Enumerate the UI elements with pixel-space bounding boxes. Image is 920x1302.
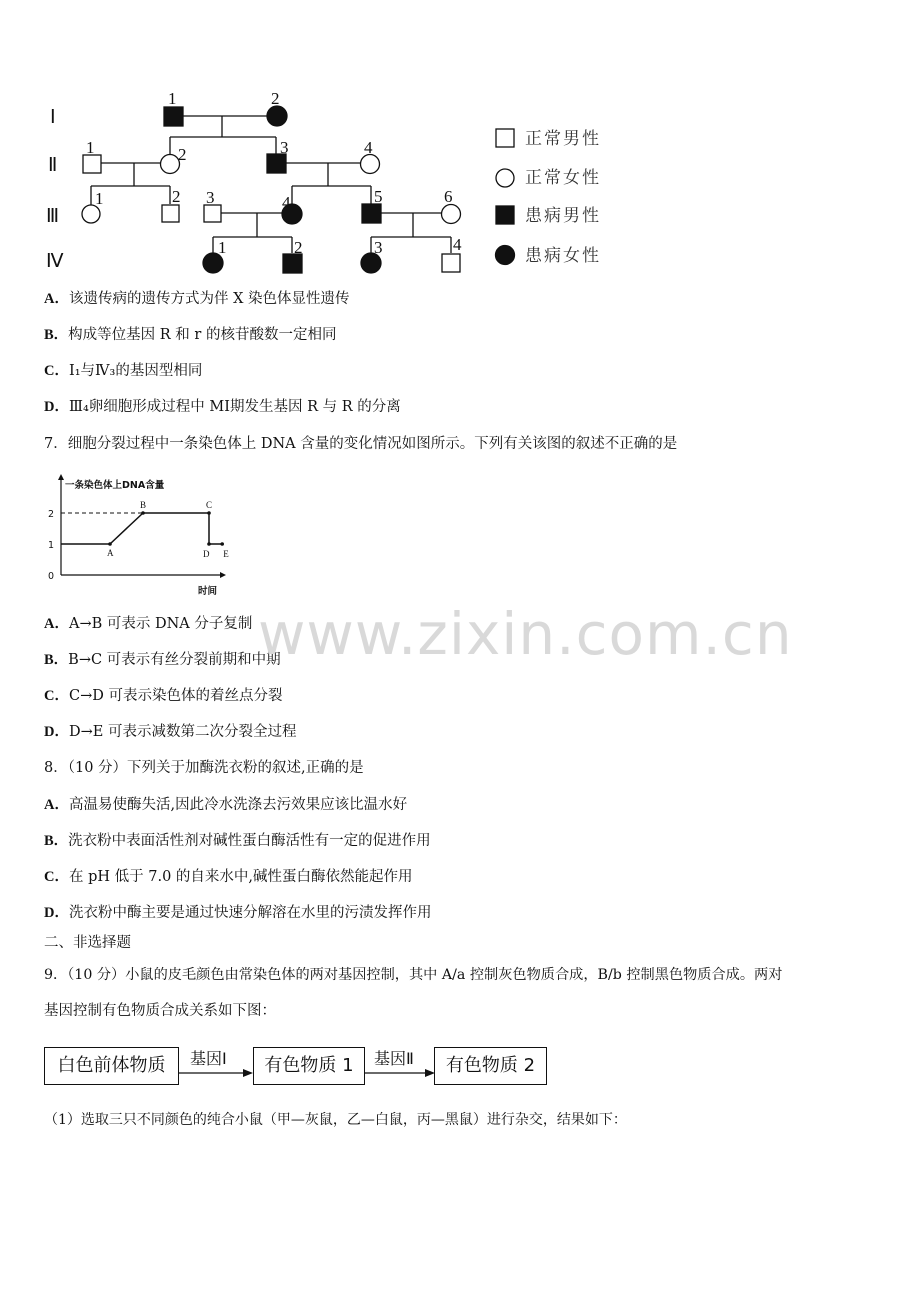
option-text: 在 pH 低于 7.0 的自来水中,碱性蛋白酶依然能起作用 <box>68 869 413 885</box>
legend-affected-male-symbol <box>496 206 514 224</box>
q8-option-c <box>44 867 413 887</box>
flow-arrow-icon <box>365 1066 437 1080</box>
individual-number: 6 <box>444 187 453 206</box>
legend-label: 正常女性 <box>525 168 601 188</box>
flow-arrow-icon <box>179 1066 255 1080</box>
q6-option-c <box>44 361 202 381</box>
individual-number: 2 <box>271 89 280 108</box>
option-text: B→C 可表示有丝分裂前期和中期 <box>68 652 281 668</box>
y-axis-arrow-icon <box>58 474 64 480</box>
data-point <box>141 511 145 515</box>
option-letter: B． <box>44 327 69 343</box>
individual-number: 5 <box>374 187 383 206</box>
option-text: 构成等位基因 R 和 r 的核苷酸数一定相同 <box>68 327 337 343</box>
q7-option-a <box>44 614 252 634</box>
individual-normal-male <box>204 205 221 222</box>
option-text: Ⅲ₄卵细胞形成过程中 MⅠ期发生基因 R 与 R 的分离 <box>68 399 401 415</box>
option-letter: C． <box>44 363 69 379</box>
individual-number: 2 <box>172 187 181 206</box>
q8-option-a <box>44 795 407 815</box>
option-text: 高温易使酶失活,因此冷水洗涤去污效果应该比温水好 <box>68 797 408 813</box>
data-point-label: E <box>223 549 229 559</box>
individual-affected-male <box>362 204 381 223</box>
individual-number: 4 <box>282 193 291 212</box>
y-tick-label: 0 <box>48 571 55 582</box>
q8-option-d <box>44 903 431 923</box>
q6-option-d <box>44 397 401 417</box>
data-point-label: B <box>140 500 147 510</box>
flow-box-colored-1: 有色物质 1 <box>253 1047 365 1085</box>
individual-normal-female <box>442 205 461 224</box>
option-text: D→E 可表示减数第二次分裂全过程 <box>68 724 297 740</box>
legend-affected-female-symbol <box>496 246 515 265</box>
generation-label: Ⅳ <box>46 251 64 272</box>
section-heading: 二、非选择题 <box>44 935 131 951</box>
option-letter: C． <box>44 688 69 704</box>
data-point-label: A <box>107 548 114 558</box>
individual-number: 1 <box>86 138 95 157</box>
generation-label: Ⅰ <box>50 107 56 128</box>
data-point-label: C <box>206 500 213 510</box>
individual-number: 4 <box>364 138 373 157</box>
option-text: 该遗传病的遗传方式为伴 X 染色体显性遗传 <box>68 291 350 307</box>
option-text: A→B 可表示 DNA 分子复制 <box>68 616 253 632</box>
q9-stem-line2: 基因控制有色物质合成关系如下图： <box>44 1003 276 1019</box>
individual-normal-male <box>442 254 460 272</box>
individual-number: 2 <box>178 145 187 164</box>
dna-content-chart <box>40 470 240 602</box>
option-letter: D． <box>44 399 69 415</box>
data-line-segment <box>110 513 143 544</box>
generation-label: Ⅲ <box>46 206 60 227</box>
flow-label-gene1: 基因Ⅰ <box>190 1049 227 1068</box>
individual-number: 2 <box>294 238 303 257</box>
data-point <box>220 542 224 546</box>
option-letter: D． <box>44 905 69 921</box>
q8-stem: 8．（10 分）下列关于加酶洗衣粉的叙述,正确的是 <box>44 760 364 776</box>
individual-number: 3 <box>374 238 383 257</box>
option-text: 洗衣粉中酶主要是通过快速分解溶在水里的污渍发挥作用 <box>68 905 432 921</box>
data-point-label: D <box>203 549 210 559</box>
pedigree-chart <box>0 0 920 290</box>
individual-normal-male <box>162 205 179 222</box>
option-text: C→D 可表示染色体的着丝点分裂 <box>68 688 283 704</box>
option-letter: A． <box>44 616 69 632</box>
legend-normal-female-symbol <box>496 169 514 187</box>
data-point <box>108 542 112 546</box>
q7-option-d <box>44 722 296 742</box>
option-letter: A． <box>44 797 69 813</box>
q9-subquestion-1: （1）选取三只不同颜色的纯合小鼠（甲—灰鼠，乙—白鼠，丙—黑鼠）进行杂交，结果如下： <box>44 1112 627 1128</box>
x-axis-arrow-icon <box>220 572 226 578</box>
individual-normal-male <box>83 155 101 173</box>
legend-label: 患病女性 <box>525 246 601 266</box>
option-letter: A． <box>44 291 69 307</box>
q8-option-b <box>44 831 431 851</box>
generation-label: Ⅱ <box>48 155 58 176</box>
legend-label: 正常男性 <box>525 129 601 149</box>
legend-normal-male-symbol <box>496 129 514 147</box>
flow-box-colored-2: 有色物质 2 <box>434 1047 547 1085</box>
q7-stem: 7．细胞分裂过程中一条染色体上 DNA 含量的变化情况如图所示。下列有关该图的叙述不正确的是 <box>44 436 678 452</box>
individual-normal-female <box>161 155 180 174</box>
flow-box-precursor: 白色前体物质 <box>44 1047 179 1085</box>
q6-option-a <box>44 289 350 309</box>
q6-option-b <box>44 325 336 345</box>
individual-number: 3 <box>280 138 289 157</box>
y-tick-label: 1 <box>48 540 55 551</box>
option-letter: B． <box>44 833 69 849</box>
individual-affected-male <box>164 107 183 126</box>
flow-label-gene2: 基因Ⅱ <box>374 1049 414 1068</box>
individual-number: 4 <box>453 235 462 254</box>
y-axis-title: 一条染色体上DNA含量 <box>65 480 165 491</box>
option-letter: C． <box>44 869 69 885</box>
x-axis-title: 时间 <box>198 586 218 597</box>
data-point <box>207 542 211 546</box>
individual-number: 1 <box>95 189 104 208</box>
individual-affected-female <box>267 106 287 126</box>
individual-normal-female <box>361 155 380 174</box>
watermark: www.zixin.com.cn <box>258 600 793 668</box>
option-text: 洗衣粉中表面活性剂对碱性蛋白酶活性有一定的促进作用 <box>68 833 431 849</box>
individual-number: 1 <box>218 238 227 257</box>
option-letter: D． <box>44 724 69 740</box>
option-text: Ⅰ₁与Ⅳ₃的基因型相同 <box>68 363 203 379</box>
option-letter: B． <box>44 652 69 668</box>
y-tick-label: 2 <box>48 509 55 520</box>
individual-number: 1 <box>168 89 177 108</box>
individual-number: 3 <box>206 188 215 207</box>
q7-option-c <box>44 686 282 706</box>
q7-option-b <box>44 650 281 670</box>
legend-label: 患病男性 <box>525 206 601 226</box>
data-point <box>207 511 211 515</box>
q9-stem-line1: 9．（10 分）小鼠的皮毛颜色由常染色体的两对基因控制，其中 A/a 控制灰色物质合成，B/b 控制黑色物质合成。两对 <box>44 967 783 983</box>
